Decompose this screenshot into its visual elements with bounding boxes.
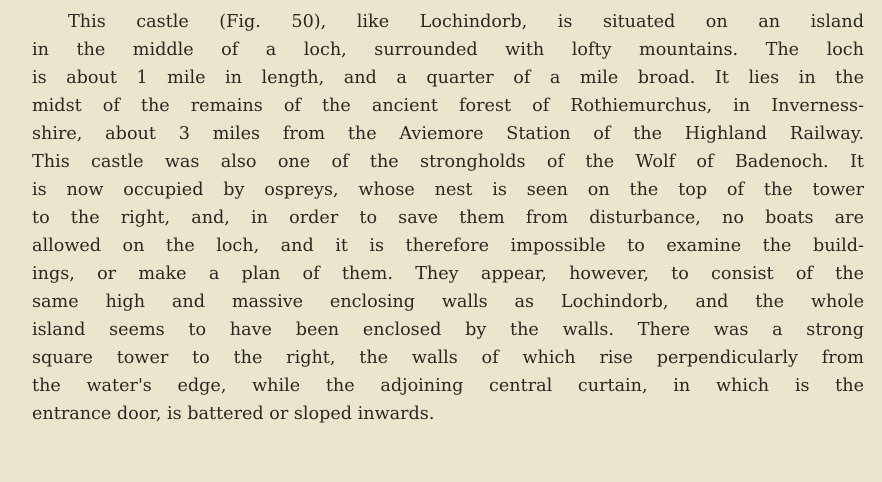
text-line-1: This castle (Fig. 50), like Lochindorb, is situated on an island [68, 12, 864, 32]
text-line-13: square tower to the right, the walls of which rise perpendicularly from [32, 348, 864, 368]
text-line-6: This castle was also one of the strongholds of the Wolf of Badenoch. It [32, 152, 864, 172]
text-line-4: midst of the remains of the ancient forest of Rothiemurchus, in Inverness- [32, 96, 864, 116]
text-line-2: in the middle of a loch, surrounded with lofty mountains. The loch [32, 40, 864, 60]
text-line-10: ings, or make a plan of them. They appear, however, to consist of the [32, 264, 864, 284]
text-line-9: allowed on the loch, and it is therefore impossible to examine the build- [32, 236, 864, 256]
text-line-14: the water's edge, while the adjoining central curtain, in which is the [32, 376, 864, 396]
text-line-8: to the right, and, in order to save them from disturbance, no boats are [32, 208, 864, 228]
text-line-5: shire, about 3 miles from the Aviemore Station of the Highland Railway. [32, 124, 864, 144]
text-line-15: entrance door, is battered or sloped inwards. [32, 404, 435, 424]
text-line-7: is now occupied by ospreys, whose nest is seen on the top of the tower [32, 180, 864, 200]
body-paragraph [32, 8, 864, 428]
text-line-11: same high and massive enclosing walls as Lochindorb, and the whole [32, 292, 864, 312]
text-line-3: is about 1 mile in length, and a quarter of a mile broad. It lies in the [32, 68, 864, 88]
text-line-12: island seems to have been enclosed by the walls. There was a strong [32, 320, 864, 340]
